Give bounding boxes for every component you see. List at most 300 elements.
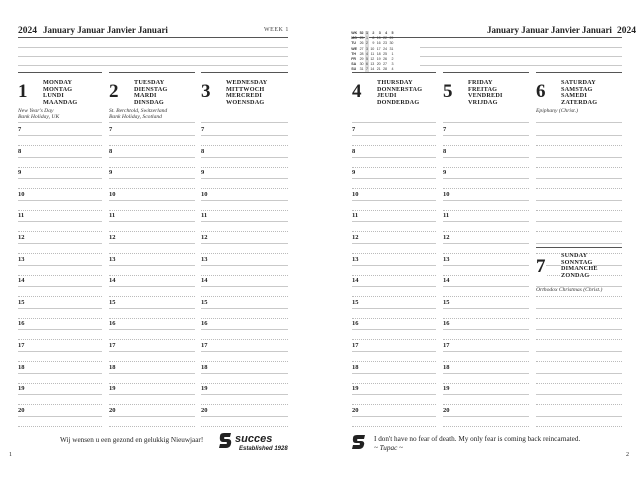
- hour-label: 9: [443, 169, 447, 177]
- half-hour-line: [109, 383, 195, 384]
- half-hour-line: [109, 339, 195, 340]
- hour-label: 14: [109, 277, 116, 285]
- day-top-rule: [201, 72, 288, 73]
- mini-cal-cell: 4: [365, 51, 368, 56]
- hour-line: [201, 157, 288, 158]
- hour-line: [109, 286, 195, 287]
- day-top-rule: [443, 72, 529, 73]
- hour-line: [109, 221, 195, 222]
- mini-cal-cell: 4: [391, 67, 394, 72]
- half-hour-line: [201, 339, 288, 340]
- day-name-0: THURSDAY: [377, 79, 413, 86]
- note-line: [420, 47, 622, 48]
- day-name-1: MITTWOCH: [226, 85, 265, 93]
- hour-line: [18, 200, 102, 201]
- mini-calendar: [350, 31, 395, 73]
- succes-logo-icon: [218, 431, 290, 453]
- day-name-0: WEDNESDAY: [226, 79, 268, 86]
- mini-cal-cell: WE: [351, 46, 357, 51]
- mini-cal-cell: 2: [365, 41, 368, 46]
- half-hour-line: [443, 210, 529, 211]
- day-name-2: DIMANCHE: [561, 265, 598, 273]
- hour-label: 12: [352, 234, 359, 241]
- day-name-1: FREITAG: [468, 85, 498, 93]
- succes-s-icon: [351, 434, 367, 450]
- hour-label: 11: [201, 212, 208, 220]
- succes-small-logo: [351, 434, 367, 455]
- left-header-rule: [18, 37, 288, 38]
- mini-cal-cell: 26: [359, 41, 364, 46]
- hour-line: [352, 329, 436, 330]
- hour-line: [109, 200, 195, 201]
- hour-label: 18: [18, 363, 25, 371]
- hour-label: 7: [18, 126, 22, 133]
- hour-line: [109, 243, 195, 244]
- day-name-1: SAMSTAG: [561, 85, 593, 93]
- hour-label: 9: [201, 169, 205, 177]
- holiday-note: Bank Holiday, Scotland: [109, 114, 162, 121]
- mini-cal-header-cell: 5: [391, 31, 394, 35]
- hour-line: [352, 394, 436, 395]
- mini-cal-cell: TU: [351, 41, 356, 46]
- half-hour-line: [443, 145, 529, 146]
- half-hour-line: [443, 404, 529, 405]
- mini-cal-cell: 28: [383, 67, 388, 72]
- hour-line: [109, 178, 195, 179]
- day-name-3: DINSDAG: [134, 98, 164, 106]
- note-line: [420, 65, 622, 66]
- hour-line: [352, 308, 436, 309]
- hour-label: 18: [443, 363, 450, 371]
- half-hour-line: [536, 210, 622, 211]
- day-subline: [443, 122, 529, 123]
- mini-cal-cell: 30: [389, 41, 394, 46]
- day-name-0: MONDAY: [43, 79, 73, 86]
- hour-line: [201, 373, 288, 374]
- half-hour-line: [201, 426, 288, 427]
- half-hour-line: [443, 167, 529, 168]
- hour-line: [443, 308, 529, 309]
- hour-label: 20: [443, 406, 450, 414]
- holiday-note: Bank Holiday, UK: [18, 114, 60, 121]
- half-hour-line: [109, 404, 195, 405]
- hour-line: [352, 265, 436, 266]
- half-hour-line: [18, 318, 102, 319]
- week-label: WEEK 1: [264, 27, 289, 33]
- hour-label: 14: [18, 277, 25, 285]
- hour-line: [18, 265, 102, 266]
- hour-label: 20: [352, 406, 359, 414]
- half-hour-line: [443, 188, 529, 189]
- hour-line: [109, 135, 195, 136]
- hour-line: [536, 373, 622, 374]
- hour-label: 13: [352, 255, 359, 263]
- mini-cal-cell: 27: [359, 46, 364, 51]
- day-name-2: LUNDI: [43, 92, 64, 100]
- hour-label: 12: [443, 234, 450, 241]
- half-hour-line: [443, 383, 529, 384]
- hour-line: [109, 329, 195, 330]
- hour-line: [443, 351, 529, 352]
- half-hour-line: [109, 253, 195, 254]
- day-number: 2: [109, 81, 119, 102]
- day-number: 6: [536, 81, 546, 102]
- half-hour-line: [352, 275, 436, 276]
- hour-line: [201, 243, 288, 244]
- hour-line: [352, 221, 436, 222]
- mini-cal-cell: 16: [376, 41, 381, 46]
- hour-line: [352, 200, 436, 201]
- hour-line: [109, 308, 195, 309]
- half-hour-line: [201, 210, 288, 211]
- left-month-names: January Januar Janvier Januari: [43, 25, 168, 35]
- hour-line: [109, 373, 195, 374]
- day-top-rule: [109, 72, 195, 73]
- hour-label: 16: [18, 320, 25, 328]
- half-hour-line: [18, 210, 102, 211]
- hour-label: 17: [109, 342, 116, 349]
- hour-line: [109, 351, 195, 352]
- half-hour-line: [536, 383, 622, 384]
- half-hour-line: [201, 231, 288, 232]
- half-hour-line: [18, 231, 102, 232]
- day-name-1: MONTAG: [43, 85, 73, 93]
- hour-line: [18, 135, 102, 136]
- hour-line: [443, 394, 529, 395]
- mini-cal-cell: 2: [391, 57, 394, 62]
- half-hour-line: [201, 383, 288, 384]
- mini-cal-header-cell: 3: [378, 31, 381, 35]
- holiday-note: Orthodox Christmas (Christ.): [536, 287, 603, 293]
- mini-cal-cell: 29: [359, 57, 364, 62]
- half-hour-line: [352, 426, 436, 427]
- day-name-0: FRIDAY: [468, 79, 493, 86]
- logo-tagline: Established 1928: [239, 446, 288, 452]
- hour-label: 7: [109, 126, 113, 133]
- hour-label: 17: [352, 342, 359, 349]
- hour-label: 8: [201, 147, 205, 155]
- day-subline: [109, 122, 195, 123]
- hour-label: 8: [109, 147, 113, 155]
- hour-line: [536, 351, 622, 352]
- mini-cal-cell: 29: [389, 36, 394, 41]
- day-number: 3: [201, 81, 211, 102]
- day-number: 1: [18, 81, 28, 102]
- hour-line: [109, 394, 195, 395]
- hour-line: [443, 157, 529, 158]
- hour-label: 18: [109, 363, 116, 371]
- hour-label: 17: [18, 342, 25, 349]
- mini-cal-cell: MO: [351, 36, 357, 41]
- mini-cal-header-cell: 52: [359, 31, 364, 35]
- hour-line: [443, 243, 529, 244]
- mini-cal-cell: 22: [383, 36, 388, 41]
- hour-line: [201, 135, 288, 136]
- mini-cal-cell: 15: [376, 36, 381, 41]
- hour-line: [18, 178, 102, 179]
- hour-label: 15: [109, 298, 116, 306]
- half-hour-line: [18, 383, 102, 384]
- hour-label: 20: [201, 406, 208, 414]
- hour-line: [352, 416, 436, 417]
- mini-cal-cell: 8: [372, 36, 375, 41]
- right-month-names: January Januar Janvier Januari: [487, 25, 612, 35]
- hour-label: 11: [352, 212, 359, 220]
- mini-cal-cell: 31: [359, 67, 364, 72]
- hour-line: [443, 200, 529, 201]
- half-hour-line: [536, 188, 622, 189]
- hour-line: [536, 135, 622, 136]
- half-hour-line: [18, 167, 102, 168]
- hour-line: [352, 351, 436, 352]
- half-hour-line: [18, 145, 102, 146]
- day-name-3: WOENSDAG: [226, 98, 265, 106]
- half-hour-line: [536, 231, 622, 232]
- half-hour-line: [352, 404, 436, 405]
- left-year: 2024: [18, 26, 37, 36]
- half-hour-line: [443, 361, 529, 362]
- half-hour-line: [109, 188, 195, 189]
- hour-label: 10: [352, 190, 359, 198]
- sunday-top-rule: [536, 247, 622, 248]
- half-hour-line: [18, 188, 102, 189]
- succes-logo: [218, 431, 290, 458]
- hour-label: 12: [109, 234, 116, 241]
- half-hour-line: [201, 188, 288, 189]
- hour-label: 12: [18, 234, 25, 241]
- hour-line: [201, 200, 288, 201]
- half-hour-line: [18, 253, 102, 254]
- hour-label: 11: [18, 212, 25, 220]
- hour-label: 17: [443, 342, 450, 349]
- hour-label: 16: [109, 320, 116, 328]
- mini-cal-cell: 1: [365, 36, 368, 41]
- hour-line: [352, 243, 436, 244]
- half-hour-line: [109, 145, 195, 146]
- hour-label: 7: [201, 126, 205, 133]
- hour-label: 14: [201, 277, 208, 285]
- note-line: [18, 56, 288, 57]
- hour-label: 20: [109, 406, 116, 414]
- hour-line: [443, 135, 529, 136]
- hour-line: [443, 265, 529, 266]
- hour-label: 18: [352, 363, 359, 371]
- day-name-2: SAMEDI: [561, 92, 587, 100]
- half-hour-line: [352, 339, 436, 340]
- left-footer-message: Wij wensen u een gezond en gelukkig Nieuwjaar!: [60, 436, 204, 444]
- hour-label: 13: [443, 255, 450, 263]
- holiday-note: New Year's Day: [18, 108, 54, 114]
- mini-cal-cell: 11: [370, 51, 375, 56]
- half-hour-line: [443, 318, 529, 319]
- hour-line: [18, 394, 102, 395]
- half-hour-line: [536, 167, 622, 168]
- half-hour-line: [352, 145, 436, 146]
- mini-cal-header-cell: 2: [372, 31, 375, 35]
- hour-label: 16: [352, 320, 359, 328]
- hour-line: [201, 286, 288, 287]
- half-hour-line: [18, 426, 102, 427]
- half-hour-line: [536, 318, 622, 319]
- half-hour-line: [352, 296, 436, 297]
- hour-label: 13: [109, 255, 116, 263]
- mini-cal-cell: 26: [383, 57, 388, 62]
- day-name-0: SUNDAY: [561, 252, 588, 259]
- hour-label: 7: [443, 126, 447, 133]
- hour-label: 9: [109, 169, 113, 177]
- hour-line: [18, 351, 102, 352]
- hour-line: [109, 157, 195, 158]
- hour-label: 16: [443, 320, 450, 328]
- note-line: [420, 56, 622, 57]
- mini-cal-cell: 20: [376, 62, 381, 67]
- hour-line: [352, 157, 436, 158]
- day-name-1: SONNTAG: [561, 258, 593, 266]
- half-hour-line: [109, 210, 195, 211]
- hour-line: [443, 221, 529, 222]
- mini-cal-cell: 14: [370, 67, 375, 72]
- hour-label: 8: [352, 147, 356, 155]
- mini-cal-header-cell: 1: [365, 31, 368, 35]
- half-hour-line: [352, 210, 436, 211]
- half-hour-line: [201, 404, 288, 405]
- hour-line: [536, 416, 622, 417]
- left-page-number: 1: [9, 452, 12, 458]
- hour-label: 10: [109, 190, 116, 198]
- hour-line: [201, 351, 288, 352]
- half-hour-line: [536, 339, 622, 340]
- hour-line: [443, 178, 529, 179]
- mini-cal-cell: 7: [365, 67, 368, 72]
- mini-cal-cell: 6: [365, 62, 368, 67]
- mini-cal-cell: 3: [365, 46, 368, 51]
- hour-label: 19: [443, 385, 450, 393]
- hour-label: 10: [201, 190, 208, 198]
- half-hour-line: [109, 361, 195, 362]
- half-hour-line: [18, 339, 102, 340]
- half-hour-line: [18, 404, 102, 405]
- hour-label: 19: [18, 385, 25, 393]
- mini-cal-cell: 21: [376, 67, 381, 72]
- half-hour-line: [18, 275, 102, 276]
- hour-line: [536, 394, 622, 395]
- day-name-3: DONDERDAG: [377, 98, 420, 106]
- half-hour-line: [443, 339, 529, 340]
- hour-label: 13: [201, 255, 208, 263]
- hour-line: [536, 200, 622, 201]
- day-name-1: DIENSTAG: [134, 85, 168, 93]
- half-hour-line: [443, 231, 529, 232]
- half-hour-line: [109, 426, 195, 427]
- hour-label: 10: [443, 190, 450, 198]
- hour-line: [536, 221, 622, 222]
- day-name-3: MAANDAG: [43, 98, 78, 106]
- hour-line: [201, 394, 288, 395]
- half-hour-line: [352, 318, 436, 319]
- half-hour-line: [109, 296, 195, 297]
- day-name-0: SATURDAY: [561, 79, 596, 86]
- day-number: 4: [352, 81, 362, 102]
- mini-cal-header-cell: WK: [351, 31, 358, 35]
- half-hour-line: [352, 167, 436, 168]
- day-number: 7: [536, 256, 546, 277]
- hour-line: [352, 373, 436, 374]
- mini-cal-cell: 25: [359, 36, 364, 41]
- half-hour-line: [536, 361, 622, 362]
- hour-line: [18, 221, 102, 222]
- hour-label: 14: [443, 277, 450, 285]
- mini-cal-cell: 13: [370, 62, 375, 67]
- mini-cal-cell: 5: [365, 57, 368, 62]
- hour-label: 15: [443, 298, 450, 306]
- half-hour-line: [109, 318, 195, 319]
- half-hour-line: [443, 275, 529, 276]
- hour-label: 10: [18, 190, 25, 198]
- day-name-3: ZATERDAG: [561, 98, 598, 106]
- day-name-2: JEUDI: [377, 92, 397, 100]
- mini-cal-cell: FR: [351, 57, 356, 62]
- hour-label: 18: [201, 363, 208, 371]
- hour-label: 9: [18, 169, 22, 177]
- day-top-rule: [352, 72, 436, 73]
- hour-line: [109, 416, 195, 417]
- mini-cal-cell: 9: [372, 41, 375, 46]
- day-name-2: VENDREDI: [468, 92, 503, 100]
- right-header-title: [487, 25, 636, 36]
- half-hour-line: [18, 296, 102, 297]
- hour-label: 16: [201, 320, 208, 328]
- half-hour-line: [536, 296, 622, 297]
- half-hour-line: [536, 404, 622, 405]
- day-subline: [18, 122, 102, 123]
- holiday-note: St. Berchtold, Switzerland: [109, 108, 168, 114]
- holiday-note: Epiphany (Christ.): [536, 108, 578, 114]
- mini-cal-cell: 28: [359, 51, 364, 56]
- hour-line: [536, 243, 622, 244]
- hour-line: [201, 178, 288, 179]
- day-name-3: ZONDAG: [561, 271, 590, 279]
- hour-line: [443, 329, 529, 330]
- right-page-number: 2: [626, 452, 629, 458]
- hour-line: [536, 178, 622, 179]
- right-year: 2024: [616, 26, 636, 36]
- hour-line: [18, 308, 102, 309]
- day-name-2: MARDI: [134, 92, 157, 100]
- half-hour-line: [201, 253, 288, 254]
- logo-wordmark: succes: [235, 433, 273, 445]
- mini-cal-cell: 18: [376, 51, 381, 56]
- note-line: [18, 47, 288, 48]
- mini-cal-cell: TH: [351, 51, 356, 56]
- mini-cal-cell: 31: [389, 46, 394, 51]
- day-subline: [201, 122, 288, 123]
- half-hour-line: [201, 275, 288, 276]
- hour-line: [18, 329, 102, 330]
- hour-label: 20: [18, 406, 25, 414]
- half-hour-line: [352, 253, 436, 254]
- day-top-rule: [536, 72, 622, 73]
- hour-line: [18, 157, 102, 158]
- quote-block: [374, 435, 580, 453]
- half-hour-line: [201, 296, 288, 297]
- half-hour-line: [352, 361, 436, 362]
- mini-cal-cell: 19: [376, 57, 381, 62]
- hour-line: [201, 308, 288, 309]
- hour-line: [18, 373, 102, 374]
- hour-label: 8: [18, 147, 22, 155]
- left-header-title: [18, 25, 168, 36]
- half-hour-line: [201, 318, 288, 319]
